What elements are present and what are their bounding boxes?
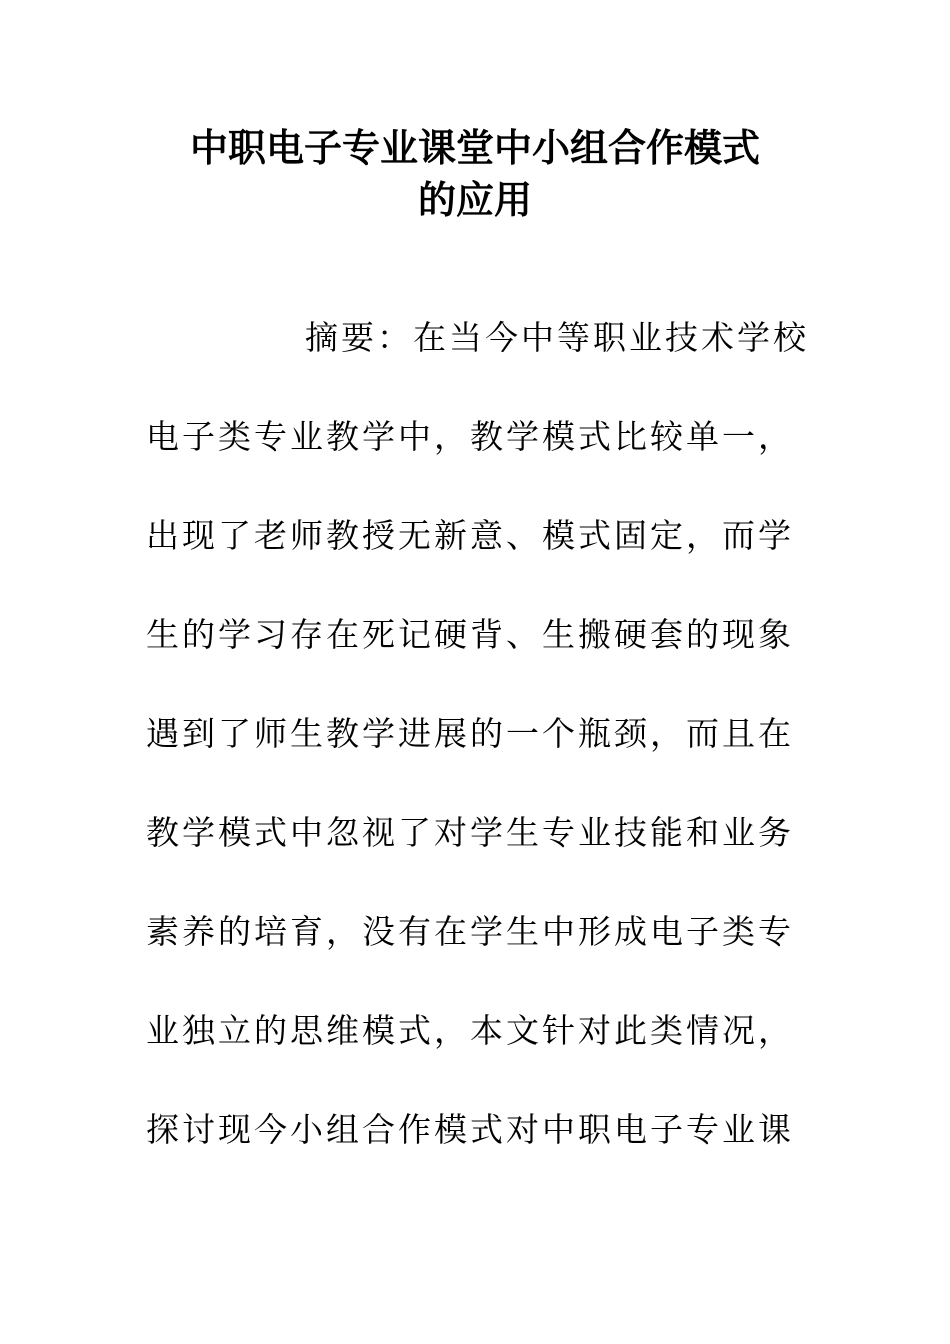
abstract-line-7: 素养的培育，没有在学生中形成电子类专 bbox=[146, 912, 794, 951]
document-title-line-1: 中职电子专业课堂中小组合作模式 bbox=[189, 125, 760, 170]
document-title-line-2: 的应用 bbox=[417, 177, 532, 222]
abstract-line-6: 教学模式中忽视了对学生专业技能和业务 bbox=[146, 813, 794, 852]
abstract-line-4: 生的学习存在死记硬背、生搬硬套的现象 bbox=[146, 615, 794, 654]
abstract-line-2: 电子类专业教学中，教学模式比较单一， bbox=[146, 417, 794, 456]
abstract-line-5: 遇到了师生教学进展的一个瓶颈，而且在 bbox=[146, 714, 794, 753]
abstract-line-8: 业独立的思维模式，本文针对此类情况， bbox=[146, 1011, 794, 1050]
abstract-line-3: 出现了老师教授无新意、模式固定，而学 bbox=[146, 516, 794, 555]
abstract-line-1: 摘要：在当今中等职业技术学校 bbox=[305, 318, 809, 357]
abstract-line-9: 探讨现今小组合作模式对中职电子专业课 bbox=[146, 1110, 794, 1149]
